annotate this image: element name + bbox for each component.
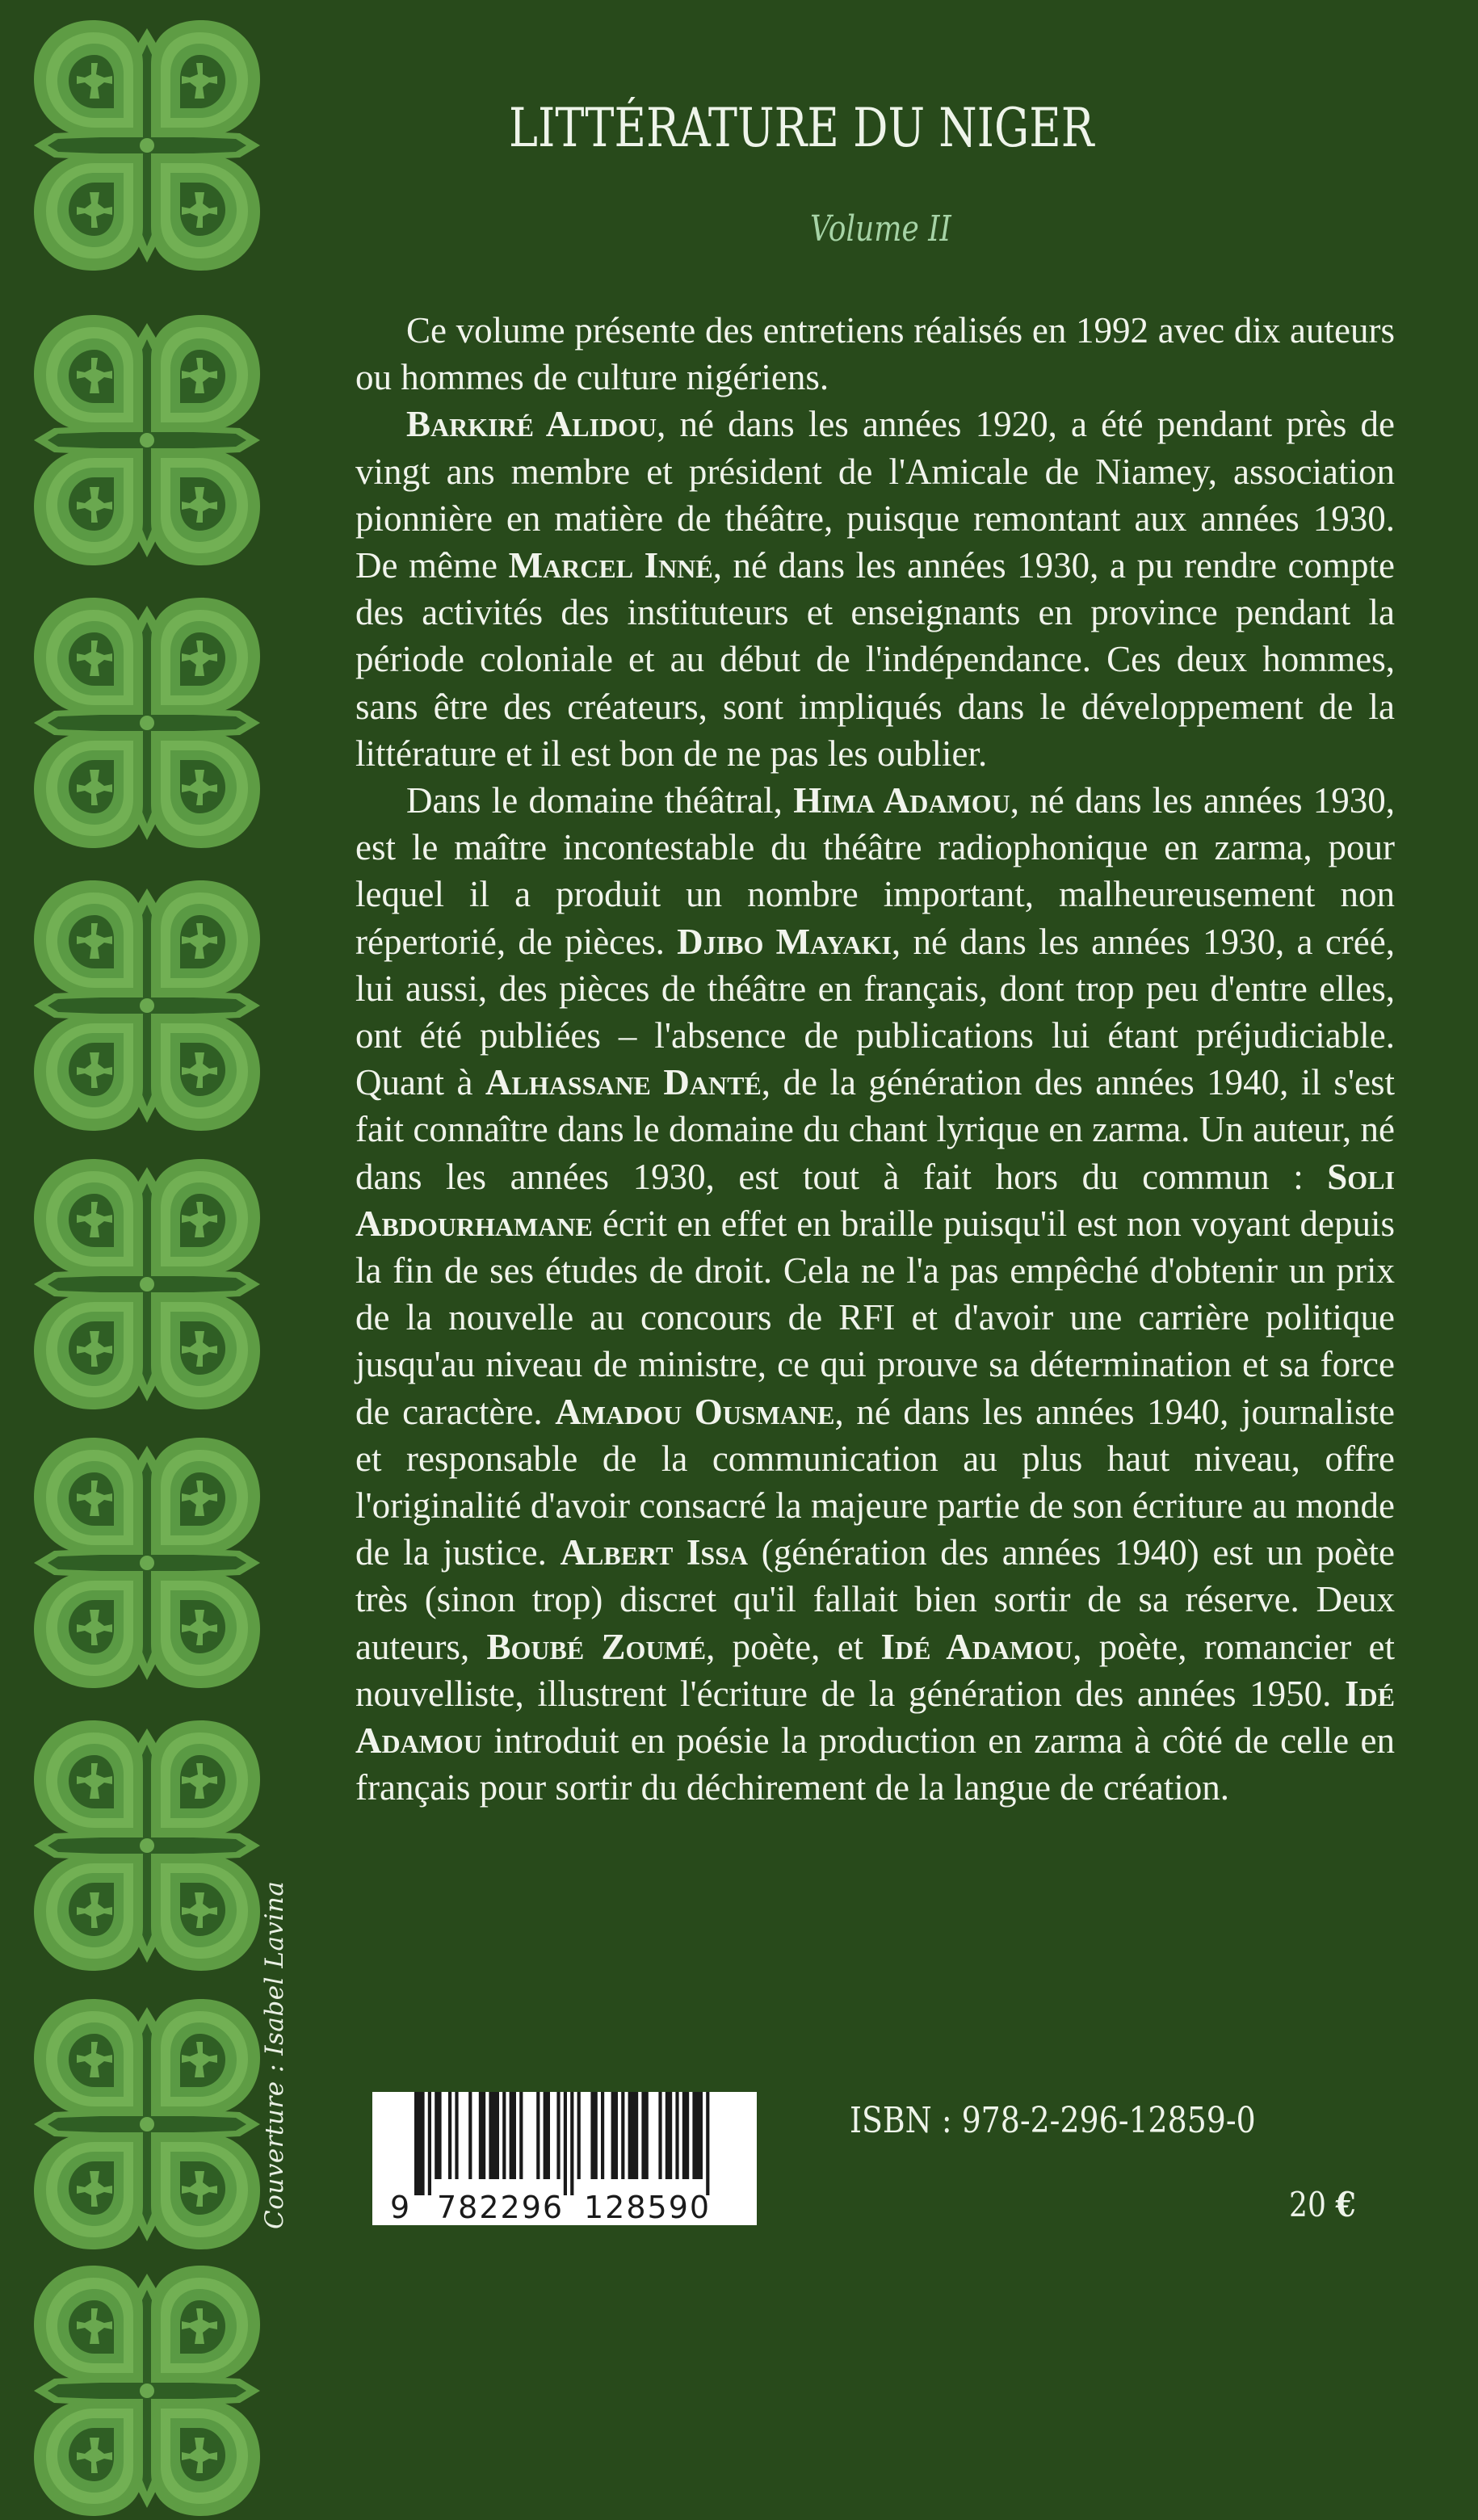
author-name: Soli Abdourhamane [355,1156,1395,1244]
blurb-text: , né dans les années 1940, journaliste et responsable de la communication au plus haut niveau, offre l'originalité d'avoir consacré la majeure partie de son écriture au monde de la justice. [355,1391,1395,1573]
author-name: Boubé Zoumé [486,1626,707,1667]
ean13-barcode-icon [372,2092,757,2225]
author-name: Idé Adamou [355,1673,1395,1762]
blurb-paragraph-intro: Ce volume présente des entretiens réalisés en 1992 avec dix auteurs ou hommes de culture nigériens. [355,310,1395,398]
blurb-text: écrit en effet en braille puisqu'il est non voyant depuis la fin de ses études de droit. Cela ne l'a pas empêché d'obtenir un prix de la nouvelle au concours de RFI et d'avoir une carrière politique jusqu'au niveau de ministre, ce qui prouve sa détermination et sa force de caractère. [355,1203,1395,1432]
quatrefoil-motif-icon [30,594,264,852]
cover-credit: Couverture : Isabel Lavina [260,1880,289,2229]
blurb-text: , de la génération des années 1940, il s'est fait connaître dans le domaine du chant lyrique en zarma. Un auteur, né dans les années 1930, est tout à fait hors du commun : [355,1062,1396,1197]
blurb-text: , poète, et [706,1626,881,1667]
price-amount: 20 [1289,2185,1326,2224]
blurb-paragraph-authors [355,777,1395,1811]
blurb-text: introduit en poésie la production en zarma à côté de celle en français pour sortir du déchirement de la langue de création. [355,1720,1395,1808]
blurb-text: , né dans les années 1930, a créé, lui aussi, des pièces de théâtre en français, dont trop peu d'entre elles, ont été publiées – l'absence de publications lui étant préjudiciable. Quant à [355,921,1395,1103]
author-name: Idé Adamou [880,1626,1073,1667]
blurb-text: , poète, romancier et nouvelliste, illustrent l'écriture de la génération des années 1950. [355,1626,1396,1714]
author-name: Hima Adamou [793,780,1010,821]
volume-subtitle: Volume II [810,208,951,250]
quatrefoil-motif-icon [30,1155,264,1413]
quatrefoil-motif-icon [30,311,264,569]
author-name: Marcel Inné [508,545,713,586]
quatrefoil-motif-icon [30,1716,264,1975]
price-label [1289,2185,1356,2224]
blurb-text: Dans le domaine théâtral, [406,780,794,821]
blurb-text: , né dans les années 1920, a été pendant près de vingt ans membre et président de l'Amicale de Niamey, association pionnière en matière de théâtre, puisque remontant aux années 1930. De même [355,404,1395,586]
author-name: Alhassane Danté [485,1062,762,1103]
blurb-text: , né dans les années 1930, a pu rendre compte des activités des instituteurs et enseignants en province pendant la période coloniale et au début de l'indépendance. Ces deux hommes, sans être des créateurs, sont impliqués dans le développement de la littérature et il est bon de ne pas les oublier. [355,545,1395,774]
back-cover-blurb [355,307,1395,1812]
author-name: Amadou Ousmane [555,1391,835,1432]
quatrefoil-motif-icon [30,1995,264,2253]
barcode-digits-right: 128590 [584,2190,712,2225]
quatrefoil-motif-icon [30,16,264,275]
blurb-text: , né dans les années 1930, est le maître incontestable du théâtre radiophonique en zarma, pour lequel il a produit un nombre important, malheureusement non répertorié, de pièces. [355,780,1395,962]
quatrefoil-motif-icon [30,1434,264,1692]
quatrefoil-motif-icon [30,2262,264,2520]
currency-symbol: € [1335,2185,1356,2224]
barcode-digits-left: 782296 [437,2190,565,2225]
blurb-paragraph-pioneers [355,401,1395,777]
barcode-digit-first: 9 [390,2190,410,2225]
isbn-label: ISBN : 978-2-296-12859-0 [850,2100,1256,2141]
quatrefoil-motif-icon [30,876,264,1135]
book-title: LITTÉRATURE DU NIGER [509,97,1094,159]
blurb-text: (génération des années 1940) est un poète très (sinon trop) discret qu'il fallait bien sortir de sa réserve. Deux auteurs, [355,1532,1396,1667]
author-name: Djibo Mayaki [677,921,892,962]
author-name: Barkiré Alidou [406,404,657,445]
author-name: Albert Issa [560,1532,749,1573]
